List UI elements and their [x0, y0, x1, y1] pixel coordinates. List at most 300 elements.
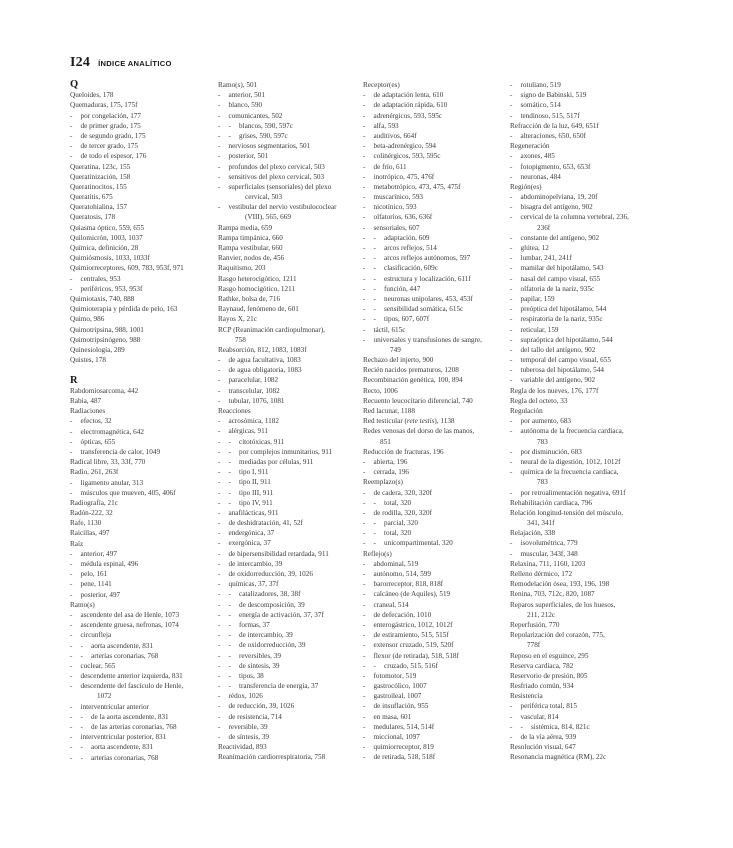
dash-marker: -	[363, 457, 366, 466]
dash-marker: -	[228, 631, 231, 640]
index-subentry	[218, 202, 364, 212]
entry-text-part: Regla del octeto, 33	[510, 396, 568, 405]
index-subentry	[363, 671, 509, 681]
index-subentry	[70, 478, 216, 488]
entry-text-part: parcial, 320	[384, 519, 418, 528]
entry-text-part: músculos que mueven, 405, 406f	[80, 488, 176, 497]
index-subentry	[70, 111, 216, 121]
index-subsubentry	[363, 304, 509, 314]
entry-text	[521, 325, 559, 335]
index-subentry	[363, 223, 509, 233]
index-subentry	[510, 162, 710, 172]
entry-text	[229, 90, 265, 100]
entry-text-part: preóptica del hipotálamo, 544	[520, 305, 607, 314]
entry-text	[239, 610, 324, 620]
dash-marker: -	[218, 437, 221, 446]
entry-text	[70, 518, 101, 528]
index-subentry	[218, 151, 364, 161]
index-entry-continuation	[510, 640, 710, 650]
dash-marker: -	[218, 447, 221, 456]
dash-marker: -	[218, 549, 221, 558]
entry-text	[239, 661, 280, 671]
entry-text	[521, 243, 549, 253]
index-subentry	[70, 630, 216, 640]
entry-text	[521, 701, 577, 711]
entry-text	[521, 538, 578, 548]
index-entry	[70, 243, 216, 253]
index-entry	[218, 263, 364, 273]
dash-marker: -	[218, 620, 221, 629]
entry-text-part: respiratoria de la nariz, 935c	[520, 315, 603, 324]
index-entry-continuation	[510, 518, 710, 528]
index-subsubentry	[218, 671, 364, 681]
dash-marker: -	[363, 172, 366, 181]
dash-marker: -	[363, 498, 366, 507]
entry-text	[239, 651, 281, 661]
entry-text	[218, 243, 283, 253]
dash-marker: -	[510, 427, 513, 436]
dash-marker: -	[228, 498, 231, 507]
entry-text	[239, 447, 332, 457]
entry-text	[521, 263, 604, 273]
entry-text	[374, 162, 407, 172]
dash-marker: -	[218, 671, 221, 680]
entry-text-part: Quinesiología, 289	[70, 345, 125, 354]
entry-text-part: Quilomicrón, 1003, 1037	[70, 233, 143, 242]
index-entry-continuation	[363, 437, 509, 447]
entry-text-part: rédox, 1026	[228, 692, 263, 701]
entry-text-part: adrenérgicos, 593, 595c	[373, 111, 443, 120]
dash-marker: -	[363, 651, 366, 660]
dash-marker: -	[218, 590, 221, 599]
entry-text-part: anterior, 497	[80, 549, 117, 558]
entry-text-part: del tallo del antígeno, 902	[520, 345, 596, 354]
dash-marker: -	[70, 417, 73, 426]
index-subentry	[218, 100, 364, 110]
entry-text: 778f	[527, 641, 541, 650]
entry-text	[363, 416, 455, 426]
entry-text	[374, 701, 429, 711]
entry-text-part: de oxidorreducción, 39	[239, 641, 306, 650]
entry-text-part: reversible, 39	[228, 722, 268, 731]
index-subsubentry	[363, 233, 509, 243]
entry-text-part: Raíz	[70, 539, 84, 548]
entry-text	[363, 549, 392, 559]
entry-text: 749	[390, 345, 401, 354]
entry-text	[239, 477, 271, 487]
dash-marker: -	[363, 111, 366, 120]
dash-marker: -	[363, 142, 366, 151]
entry-text-part: Resistencia	[510, 692, 543, 701]
entry-text	[239, 620, 270, 630]
entry-text	[363, 406, 415, 416]
entry-text-part: Recién nacidos prematuros, 1208	[363, 366, 459, 375]
index-subentry	[510, 172, 710, 182]
index-entry	[363, 426, 509, 436]
entry-text	[374, 100, 448, 110]
dash-marker: -	[70, 590, 73, 599]
index-entry	[363, 386, 509, 396]
entry-text-part: Renina, 703, 712c, 820, 1087	[510, 590, 595, 599]
entry-text	[70, 325, 144, 335]
index-subsubentry	[218, 600, 364, 610]
dash-marker: -	[218, 142, 221, 151]
dash-marker: -	[218, 600, 221, 609]
index-subsubentry	[218, 437, 364, 447]
index-subentry	[218, 518, 364, 528]
entry-text-part: pene, 1141	[80, 580, 112, 589]
index-subentry	[363, 620, 509, 630]
index-subentry	[218, 375, 364, 385]
entry-text	[510, 386, 598, 396]
entry-text-part: electromagnética, 642	[80, 427, 144, 436]
entry-text	[384, 274, 471, 284]
dash-marker: -	[218, 722, 221, 731]
entry-text	[521, 416, 572, 426]
dash-marker: -	[373, 264, 376, 273]
dash-marker: -	[80, 651, 83, 660]
entry-text	[229, 549, 329, 559]
entry-text-part: interventricular anterior	[80, 702, 149, 711]
dash-marker: -	[70, 142, 73, 151]
dash-marker: -	[373, 498, 376, 507]
entry-text-part: de adaptación rápida, 610	[373, 101, 448, 110]
dash-marker: -	[363, 671, 366, 680]
entry-text-part: total, 320	[384, 529, 412, 538]
index-subsubentry	[218, 488, 364, 498]
entry-text	[229, 416, 279, 426]
entry-text-part: estructura y localización, 611f	[384, 274, 471, 283]
entry-text-part: Quiasma óptico, 559, 655	[70, 223, 145, 232]
index-entry	[70, 396, 216, 406]
dash-marker: -	[218, 101, 221, 110]
entry-text-part: tipo I, 911	[239, 468, 269, 477]
entry-text-part: rotuliano, 519	[520, 81, 561, 89]
entry-text-part: Queloides, 178	[70, 91, 114, 100]
dash-marker: -	[363, 244, 366, 252]
entry-text	[374, 722, 435, 732]
entry-text-part: táctil, 615c	[373, 325, 406, 334]
index-entry	[510, 651, 710, 661]
entry-text	[70, 457, 145, 467]
entry-text	[70, 406, 105, 416]
dash-marker: -	[218, 91, 221, 100]
entry-text	[70, 100, 137, 110]
section-letter-heading: Q	[70, 79, 79, 90]
entry-text	[521, 131, 586, 141]
entry-text: 211, 212c	[527, 610, 556, 619]
entry-text	[510, 141, 550, 151]
entry-text-part: Quemaduras, 175, 175f	[70, 101, 138, 110]
entry-text-part: tendinoso, 515, 517f	[520, 111, 580, 120]
entry-text	[81, 661, 116, 671]
index-subentry	[510, 233, 710, 243]
index-entry	[70, 212, 216, 222]
entry-text-part: Rechazo del injerto, 900	[363, 356, 434, 365]
index-entry	[510, 559, 710, 569]
entry-text	[229, 538, 271, 548]
entry-text-part: autónoma de la frecuencia cardíaca,	[520, 427, 624, 436]
index-subentry	[510, 335, 710, 345]
entry-text-part: en masa, 601	[373, 712, 412, 721]
entry-text	[374, 223, 420, 233]
entry-text-part: cruzado, 515, 516f	[384, 661, 438, 670]
dash-marker: -	[228, 620, 231, 629]
entry-text	[363, 477, 403, 487]
entry-text	[521, 426, 624, 436]
entry-text	[81, 478, 144, 488]
dash-marker: -	[218, 386, 221, 395]
entry-text	[521, 212, 629, 222]
index-subentry	[218, 111, 364, 121]
entry-text	[239, 437, 284, 447]
entry-text	[374, 630, 449, 640]
entry-text	[521, 294, 555, 304]
entry-text-part: centrales, 953	[80, 274, 121, 283]
entry-text	[374, 691, 422, 701]
entry-text-part: de descomposición, 39	[239, 600, 305, 609]
entry-text-part: barorreceptor, 818, 818f	[373, 580, 444, 589]
entry-text-part: neuronas, 484	[520, 172, 561, 181]
entry-text	[70, 90, 114, 100]
index-column	[70, 80, 216, 763]
dash-marker: -	[510, 702, 513, 711]
entry-text	[521, 274, 601, 284]
dash-marker: -	[70, 580, 73, 589]
index-subsubentry	[218, 457, 364, 467]
entry-text-part: posterior, 501	[228, 152, 269, 161]
dash-marker: -	[218, 712, 221, 721]
entry-text	[229, 559, 283, 569]
index-subentry	[510, 314, 710, 324]
entry-text-part: Queratohialina, 157	[70, 203, 128, 212]
dash-marker: -	[70, 570, 73, 579]
entry-text	[239, 488, 273, 498]
dash-marker: -	[363, 488, 366, 497]
entry-text	[229, 691, 263, 701]
entry-text-part: de intercambio, 39	[228, 559, 283, 568]
index-subentry	[363, 335, 509, 345]
index-subentry	[218, 712, 364, 722]
index-entry	[510, 579, 710, 589]
entry-text-part: gastroileal, 1007	[373, 692, 422, 701]
dash-marker: -	[363, 570, 366, 578]
entry-text-part: Rampa vestibular, 660	[218, 244, 283, 252]
index-subentry	[363, 600, 509, 610]
index-entry	[510, 742, 710, 752]
entry-text-part: Quimiotaxis, 740, 888	[70, 294, 135, 303]
index-subentry	[510, 701, 710, 711]
entry-text	[229, 701, 295, 711]
index-subentry	[510, 243, 710, 253]
dash-marker: -	[510, 417, 513, 426]
entry-text-part: somático, 514	[520, 101, 561, 110]
index-subentry	[363, 90, 509, 100]
entry-text	[521, 488, 626, 498]
index-subentry	[363, 457, 509, 467]
dash-marker: -	[373, 315, 376, 324]
index-subentry	[510, 447, 710, 457]
dash-marker: -	[228, 457, 231, 466]
entry-text	[374, 212, 433, 222]
index-subentry	[218, 141, 364, 151]
entry-text-part: tipo III, 911	[239, 488, 274, 497]
entry-text-part: Reacciones	[218, 407, 251, 415]
entry-text	[374, 600, 409, 610]
index-subentry	[363, 182, 509, 192]
dash-marker: -	[218, 661, 221, 670]
index-entry	[70, 498, 216, 508]
index-entry	[218, 253, 364, 263]
index-entry	[70, 539, 216, 549]
index-column	[218, 80, 364, 763]
index-subentry	[363, 141, 509, 151]
index-entry	[363, 406, 509, 416]
index-entry-continuation	[218, 335, 364, 345]
entry-text-part: Radiografía, 21c	[70, 498, 118, 507]
entry-text-part: de estiramiento, 515, 515f	[373, 631, 449, 640]
entry-text-part: craneal, 514	[373, 600, 409, 609]
dash-marker: -	[373, 539, 376, 548]
entry-text	[218, 294, 280, 304]
index-subsubentry	[70, 742, 216, 752]
dash-marker: -	[218, 152, 221, 161]
index-entry	[70, 202, 216, 212]
index-subsubentry	[218, 640, 364, 650]
entry-text-part: Relación longitud-tensión del músculo,	[510, 508, 623, 517]
dash-marker: -	[510, 203, 513, 212]
index-subentry	[70, 447, 216, 457]
index-subsubentry	[510, 722, 710, 732]
dash-marker: -	[510, 264, 513, 273]
entry-text-part: profundos del plexo cervical, 503	[228, 162, 325, 171]
index-entry	[70, 192, 216, 202]
dash-marker: -	[363, 733, 366, 741]
dash-marker: -	[80, 712, 83, 721]
entry-text	[81, 579, 112, 589]
entry-text	[239, 681, 318, 691]
index-subentry	[363, 732, 509, 742]
entry-text-part: sensoriales, 607	[373, 223, 420, 232]
index-entry	[510, 386, 710, 396]
entry-text-part: Reanimación cardiorrespiratoria, 758	[218, 753, 326, 762]
dash-marker: -	[218, 376, 221, 385]
entry-text	[510, 182, 542, 192]
dash-marker: -	[510, 712, 513, 721]
dash-marker: -	[70, 152, 73, 161]
entry-text-part: blanco, 590	[228, 101, 263, 110]
dash-marker: -	[363, 702, 366, 711]
dash-marker: -	[363, 284, 366, 293]
index-subentry	[218, 90, 364, 100]
dash-marker: -	[363, 580, 366, 589]
entry-text-part: vestibular del nervio vestibulococlear	[228, 203, 337, 212]
entry-text	[384, 498, 411, 508]
dash-marker: -	[363, 508, 366, 517]
entry-text-part: lumbar, 241, 241f	[520, 254, 572, 263]
entry-text	[521, 712, 559, 722]
dash-marker: -	[363, 620, 366, 629]
entry-text-part: Radón-222, 32	[70, 509, 113, 518]
entry-text	[384, 661, 438, 671]
dash-marker: -	[218, 580, 221, 589]
index-subentry	[363, 579, 509, 589]
index-subentry	[70, 569, 216, 579]
entry-text	[521, 457, 621, 467]
entry-text-part: ópticas, 655	[80, 437, 116, 446]
dash-marker: -	[363, 294, 366, 303]
index-subsubentry	[218, 620, 364, 630]
index-entry	[218, 345, 364, 355]
dash-marker: -	[218, 529, 221, 538]
entry-text	[374, 121, 399, 131]
entry-text: 851	[380, 437, 391, 446]
index-entry	[510, 630, 710, 640]
section-title: ÍNDICE ANALÍTICO	[98, 59, 172, 68]
index-subentry	[70, 549, 216, 559]
index-entry	[70, 386, 216, 396]
dash-marker: -	[510, 539, 513, 548]
index-entry	[70, 172, 216, 182]
entry-text	[521, 355, 611, 365]
index-subentry	[363, 569, 509, 579]
dash-marker: -	[228, 121, 231, 130]
dash-marker: -	[80, 723, 83, 732]
index-subsubentry	[363, 538, 509, 548]
index-subentry	[363, 712, 509, 722]
dash-marker: -	[218, 692, 221, 701]
entry-text-part: por retroalimentación negativa, 691f	[520, 488, 626, 497]
index-subentry	[510, 151, 710, 161]
entry-text	[81, 121, 141, 131]
index-subentry	[70, 559, 216, 569]
entry-text	[384, 518, 418, 528]
entry-text	[218, 304, 299, 314]
entry-text	[521, 253, 572, 263]
index-subentry	[363, 162, 509, 172]
index-subentry	[510, 202, 710, 212]
dash-marker: -	[363, 305, 366, 314]
index-entry	[218, 742, 364, 752]
entry-text	[70, 172, 130, 182]
dash-marker: -	[510, 733, 513, 741]
entry-text	[81, 437, 116, 447]
entry-text	[510, 651, 588, 661]
entry-text-part: beta-adrenérgico, 594	[373, 142, 437, 151]
entry-text-part: Reparos superficiales, de los huesos,	[510, 600, 616, 609]
index-entry	[218, 406, 364, 416]
index-subentry	[218, 365, 364, 375]
entry-text-part: arterias coronarias, 768	[91, 753, 159, 762]
entry-text	[384, 528, 411, 538]
entry-text	[521, 304, 607, 314]
entry-text	[363, 365, 459, 375]
index-subentry	[70, 427, 216, 437]
entry-text-part: Queratinocitos, 155	[70, 182, 127, 191]
index-entry	[510, 691, 710, 701]
dash-marker: -	[510, 193, 513, 202]
dash-marker: -	[70, 284, 73, 293]
entry-text-part: medulares, 514, 514f	[373, 722, 435, 731]
entry-text-part: Refracción de la luz, 649, 651f	[510, 121, 599, 130]
entry-text	[91, 742, 153, 752]
entry-text	[374, 742, 434, 752]
entry-text	[218, 325, 325, 335]
index-subsubentry	[218, 477, 364, 487]
entry-text	[374, 569, 432, 579]
entry-text-part: Radiaciones	[70, 407, 106, 416]
dash-marker: -	[70, 121, 73, 130]
